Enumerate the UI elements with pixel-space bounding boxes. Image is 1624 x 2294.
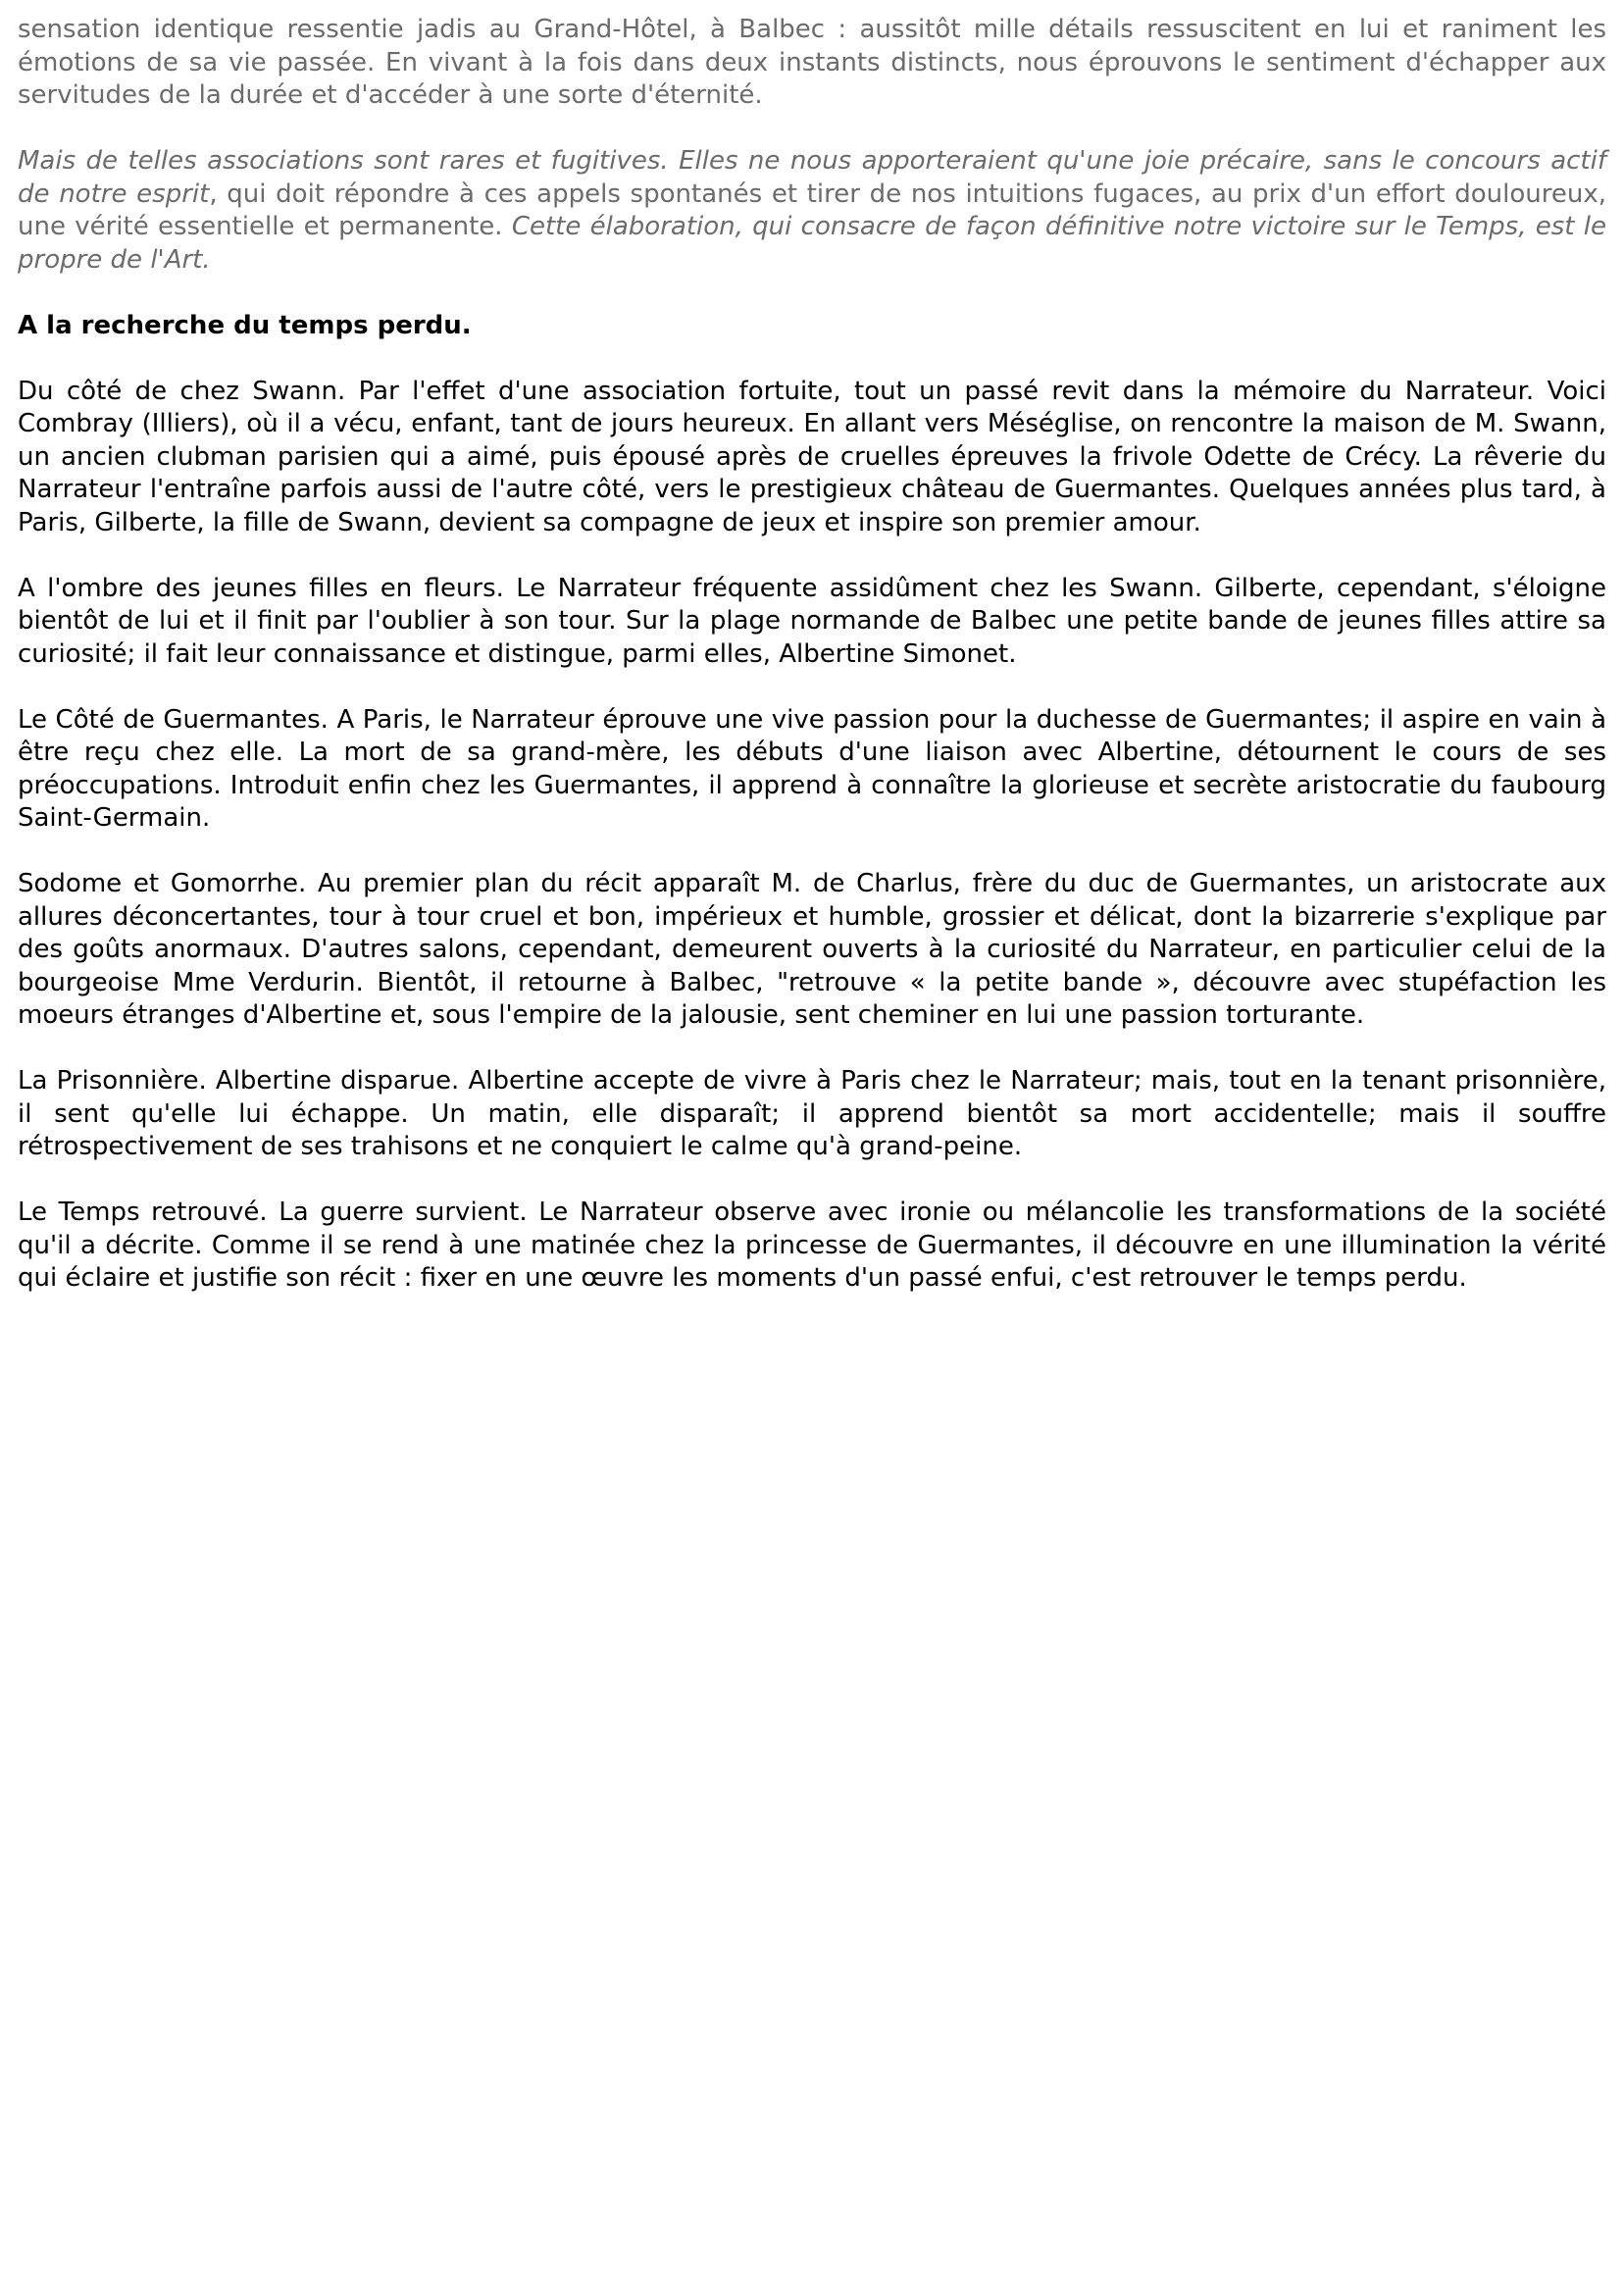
paragraph-temps-retrouve: Le Temps retrouvé. La guerre survient. Le Narrateur observe avec ironie ou mélancolie les transformations de la société qu'il a décrite. Comme il se rend à une matinée chez la princesse de Guermantes, il découvre en une illumination la vérité qui éclaire et justifie son récit : fixer en une œuvre les moments d'un passé enfui, c'est retrouver le temps perdu.: [18, 1198, 1606, 1293]
section-heading: A la recherche du temps perdu.: [18, 310, 472, 340]
intro-paragraph-2-italic-c: Cette élaboration, qui consacre de façon définitive notre victoire sur le Temps, est le propre de l'Art.: [18, 212, 1606, 275]
intro-paragraph-2-italic-a: Mais de telles associations sont rares et fugitives. Elles ne nous apporteraient qu'une joie précaire, sans le concours actif de notre esprit: [18, 146, 1606, 209]
paragraph-guermantes: Le Côté de Guermantes. A Paris, le Narrateur éprouve une vive passion pour la duchesse de Guermantes; il aspire en vain à être reçu chez elle. La mort de sa grand-mère, les débuts d'une liaison avec Albertine, détournent le cours de ses préoccupations. Introduit enfin chez les Guermantes, il apprend à connaître la glorieuse et secrète aristocratie du faubourg Saint-Germain.: [18, 704, 1606, 833]
paragraph-swann: Du côté de chez Swann. Par l'effet d'une association fortuite, tout un passé revit dans la mémoire du Narrateur. Voici Combray (Illiers), où il a vécu, enfant, tant de jours heureux. En allant vers Méséglise, on rencontre la maison de M. Swann, un ancien clubman parisien qui a aimé, puis épousé après de cruelles épreuves la frivole Odette de Crécy. La rêverie du Narrateur l'entraîne parfois aussi de l'autre côté, vers le prestigieux château de Guermantes. Quelques années plus tard, à Paris, Gilberte, la fille de Swann, devient sa compagne de jeux et inspire son premier amour.: [18, 376, 1606, 537]
intro-paragraph-2: [18, 145, 1606, 277]
paragraph-jeunes-filles: A l'ombre des jeunes filles en fleurs. Le Narrateur fréquente assidûment chez les Swann. Gilberte, cependant, s'éloigne bientôt de lui et il finit par l'oublier à son tour. Sur la plage normande de Balbec une petite bande de jeunes filles attire sa curiosité; il fait leur connaissance et distingue, parmi elles, Albertine Simonet.: [18, 573, 1606, 669]
intro-paragraph-2-roman: , qui doit répondre à ces appels spontanés et tirer de nos intuitions fugaces, au prix d'un effort douloureux, une vérité essentielle et permanente.: [18, 178, 1606, 241]
paragraph-sodome: Sodome et Gomorrhe. Au premier plan du récit apparaît M. de Charlus, frère du duc de Guermantes, un aristocrate aux allures déconcertantes, tour à tour cruel et bon, impérieux et humble, grossier et délicat, dont la bizarrerie s'explique par des goûts anormaux. D'autres salons, cependant, demeurent ouverts à la curiosité du Narrateur, en particulier celui de la bourgeoise Mme Verdurin. Bientôt, il retourne à Balbec, "retrouve « la petite bande », découvre avec stupéfaction les moeurs étranges d'Albertine et, sous l'empire de la jalousie, sent cheminer en lui une passion torturante.: [18, 869, 1606, 1030]
intro-paragraph-1: sensation identique ressentie jadis au Grand-Hôtel, à Balbec : aussitôt mille détails ressuscitent en lui et raniment les émotions de sa vie passée. En vivant à la fois dans deux instants distincts, nous éprouvons le sentiment d'échapper aux servitudes de la durée et d'accéder à une sorte d'éternité.: [18, 15, 1606, 110]
paragraph-prisonniere: La Prisonnière. Albertine disparue. Albertine accepte de vivre à Paris chez le Narrateur; mais, tout en la tenant prisonnière, il sent qu'elle lui échappe. Un matin, elle disparaît; il apprend bientôt sa mort accidentelle; mais il souffre rétrospectivement de ses trahisons et ne conquiert le calme qu'à grand-peine.: [18, 1066, 1606, 1161]
document-page: [18, 14, 1606, 1328]
